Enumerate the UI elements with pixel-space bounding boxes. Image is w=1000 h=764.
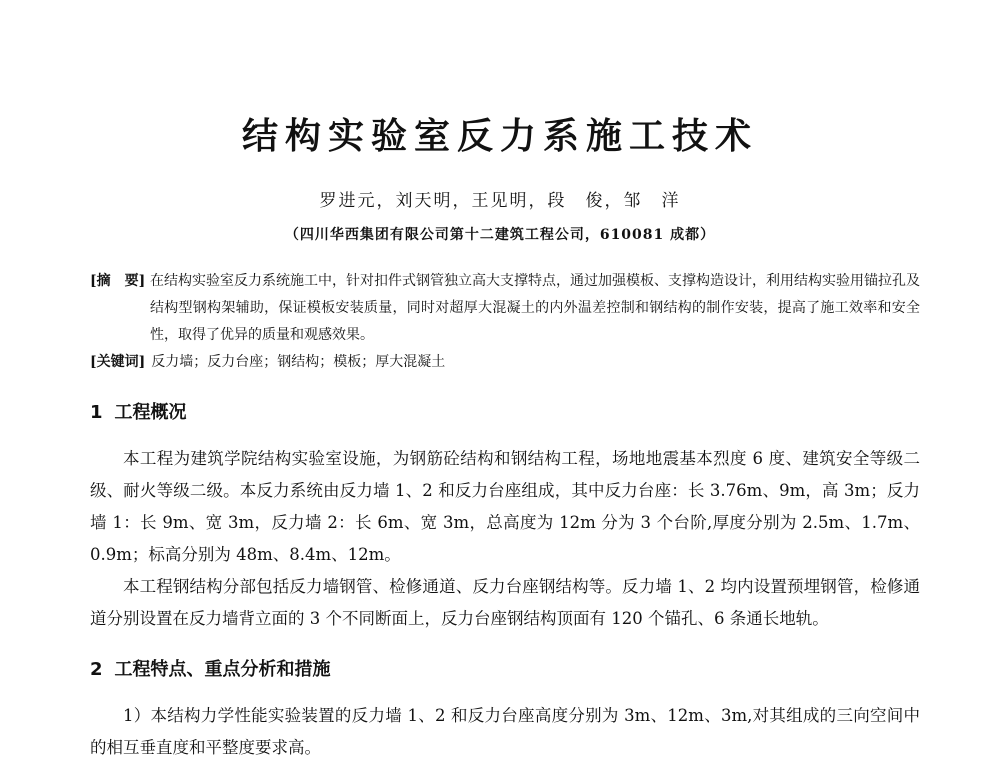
- keywords-row: [90, 349, 920, 376]
- abstract-text: 在结构实验室反力系统施工中，针对扣件式钢管独立高大支撑特点，通过加强模板、支撑构造设计，利用结构实验用锚拉孔及结构型钢构架辅助，保证模板安装质量，同时对超厚大混凝土的内外温差控制和钢结构的制作安装，提高了施工效率和安全性，取得了优异的质量和观感效果。: [150, 273, 920, 343]
- section-2-heading: [90, 655, 331, 681]
- section-2-body: [90, 700, 920, 764]
- section-title: 工程特点、重点分析和措施: [114, 659, 331, 680]
- section-title: 工程概况: [114, 402, 187, 423]
- paragraph: 1）本结构力学性能实验装置的反力墙 1、2 和反力台座高度分别为 3m、12m、3m,对其组成的三向空间中的相互垂直度和平整度要求高。: [90, 706, 920, 757]
- section-1-heading: [90, 398, 187, 424]
- paragraph: 本工程钢结构分部包括反力墙钢管、检修通道、反力台座钢结构等。反力墙 1、2 均内设置预埋钢管，检修通道分别设置在反力墙背立面的 3 个不同断面上，反力台座钢结构顶面有 120 个锚孔、6 条通长地轨。: [90, 577, 920, 628]
- section-1-body: [90, 443, 920, 635]
- abstract-label: [摘 要]: [90, 273, 146, 289]
- affiliation: （四川华西集团有限公司第十二建筑工程公司，610081 成都）: [284, 227, 716, 243]
- section-number: 1: [90, 402, 103, 423]
- keywords-label: [关键词]: [90, 354, 146, 370]
- paragraph: 本工程为建筑学院结构实验室设施，为钢筋砼结构和钢结构工程，场地地震基本烈度 6 度、建筑安全等级二级、耐火等级二级。本反力系统由反力墙 1、2 和反力台座组成，其中反力台座：长 3.76m、9m，高 3m；反力墙 1：长 9m、宽 3m，反力墙 2：长 6m、宽 3m，总高度为 12m 分为 3 个台阶,厚度分别为 2.5m、1.7m、0.9m；标高分别为 48m、8.4m、12m。: [90, 449, 920, 564]
- keywords-text: 反力墙；反力台座；钢结构；模板；厚大混凝土: [151, 354, 446, 370]
- section-number: 2: [90, 659, 103, 680]
- paper-title: 结构实验室反力系施工技术: [241, 115, 758, 157]
- abstract-row: [90, 268, 920, 349]
- author-list: 罗进元，刘天明，王见明，段 俊，邹 洋: [319, 191, 681, 211]
- abstract-block: [90, 268, 920, 376]
